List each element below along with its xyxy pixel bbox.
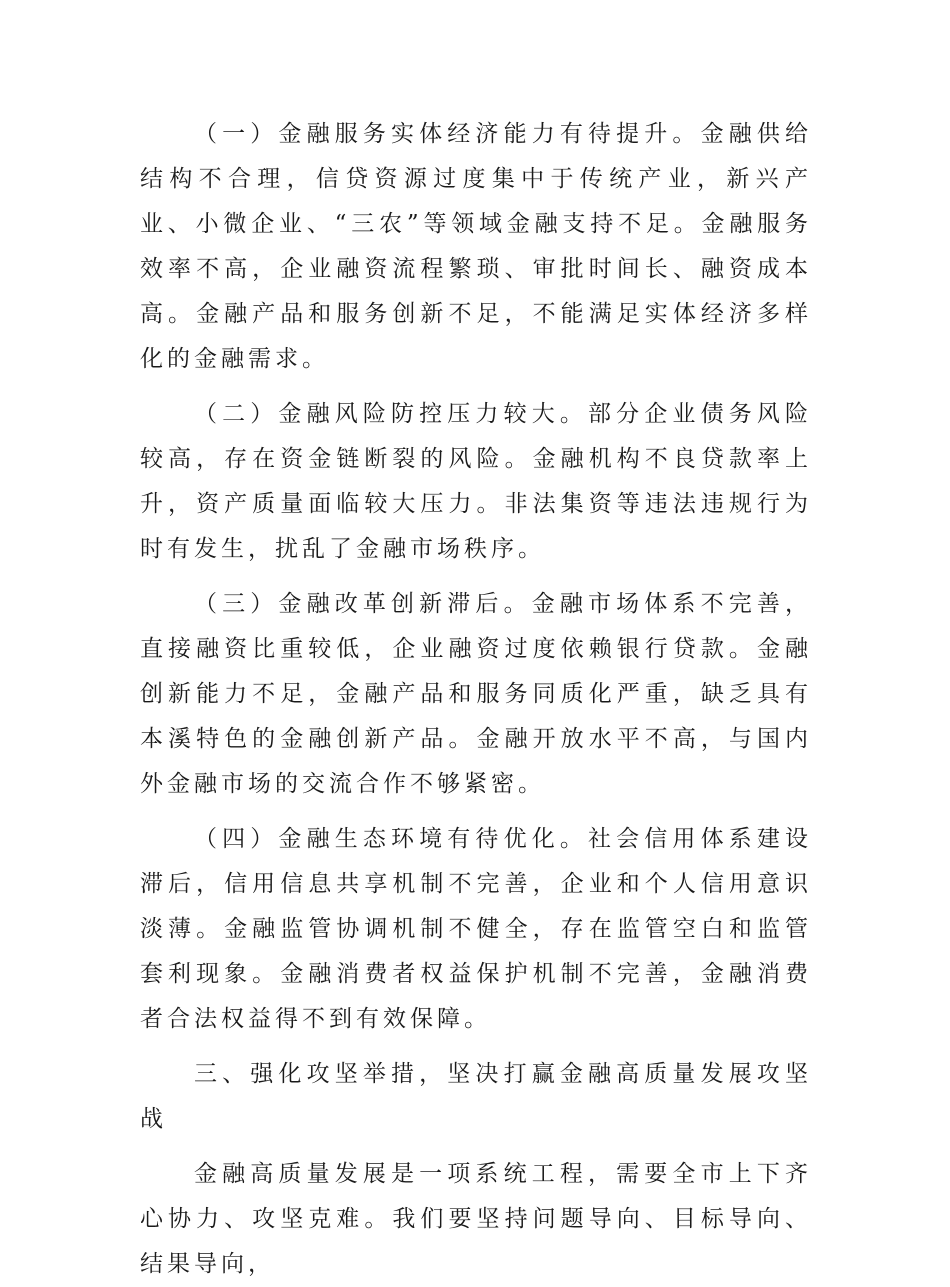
paragraph-financial-ecology: （四）金融生态环境有待优化。社会信用体系建设滞后，信用信息共享机制不完善，企业和个人信用意识淡薄。金融监管协调机制不健全，存在监管空白和监管套利现象。金融消费者权益保护机制不完善，金融消费者合法权益得不到有效保障。 (140, 826, 812, 1032)
paragraph-financial-services: （一）金融服务实体经济能力有待提升。金融供给结构不合理，信贷资源过度集中于传统产业，新兴产业、小微企业、“三农”等领域金融支持不足。金融服务效率不高，企业融资流程繁琐、审批时间长、融资成本高。金融产品和服务创新不足，不能满足实体经济多样化的金融需求。 (140, 121, 812, 372)
document-body (140, 112, 812, 1287)
paragraph-risk-control: （二）金融风险防控压力较大。部分企业债务风险较高，存在资金链断裂的风险。金融机构不良贷款率上升，资产质量面临较大压力。非法集资等违法违规行为时有发生，扰乱了金融市场秩序。 (140, 401, 812, 562)
paragraph-reform-innovation: （三）金融改革创新滞后。金融市场体系不完善，直接融资比重较低，企业融资过度依赖银行贷款。金融创新能力不足，金融产品和服务同质化严重，缺乏具有本溪特色的金融创新产品。金融开放水平不高，与国内外金融市场的交流合作不够紧密。 (140, 591, 812, 797)
section-heading: 三、强化攻坚举措，坚决打赢金融高质量发展攻坚战 (140, 1061, 812, 1132)
paragraph-closing: 金融高质量发展是一项系统工程，需要全市上下齐心协力、攻坚克难。我们要坚持问题导向、目标导向、结果导向， (140, 1161, 812, 1277)
